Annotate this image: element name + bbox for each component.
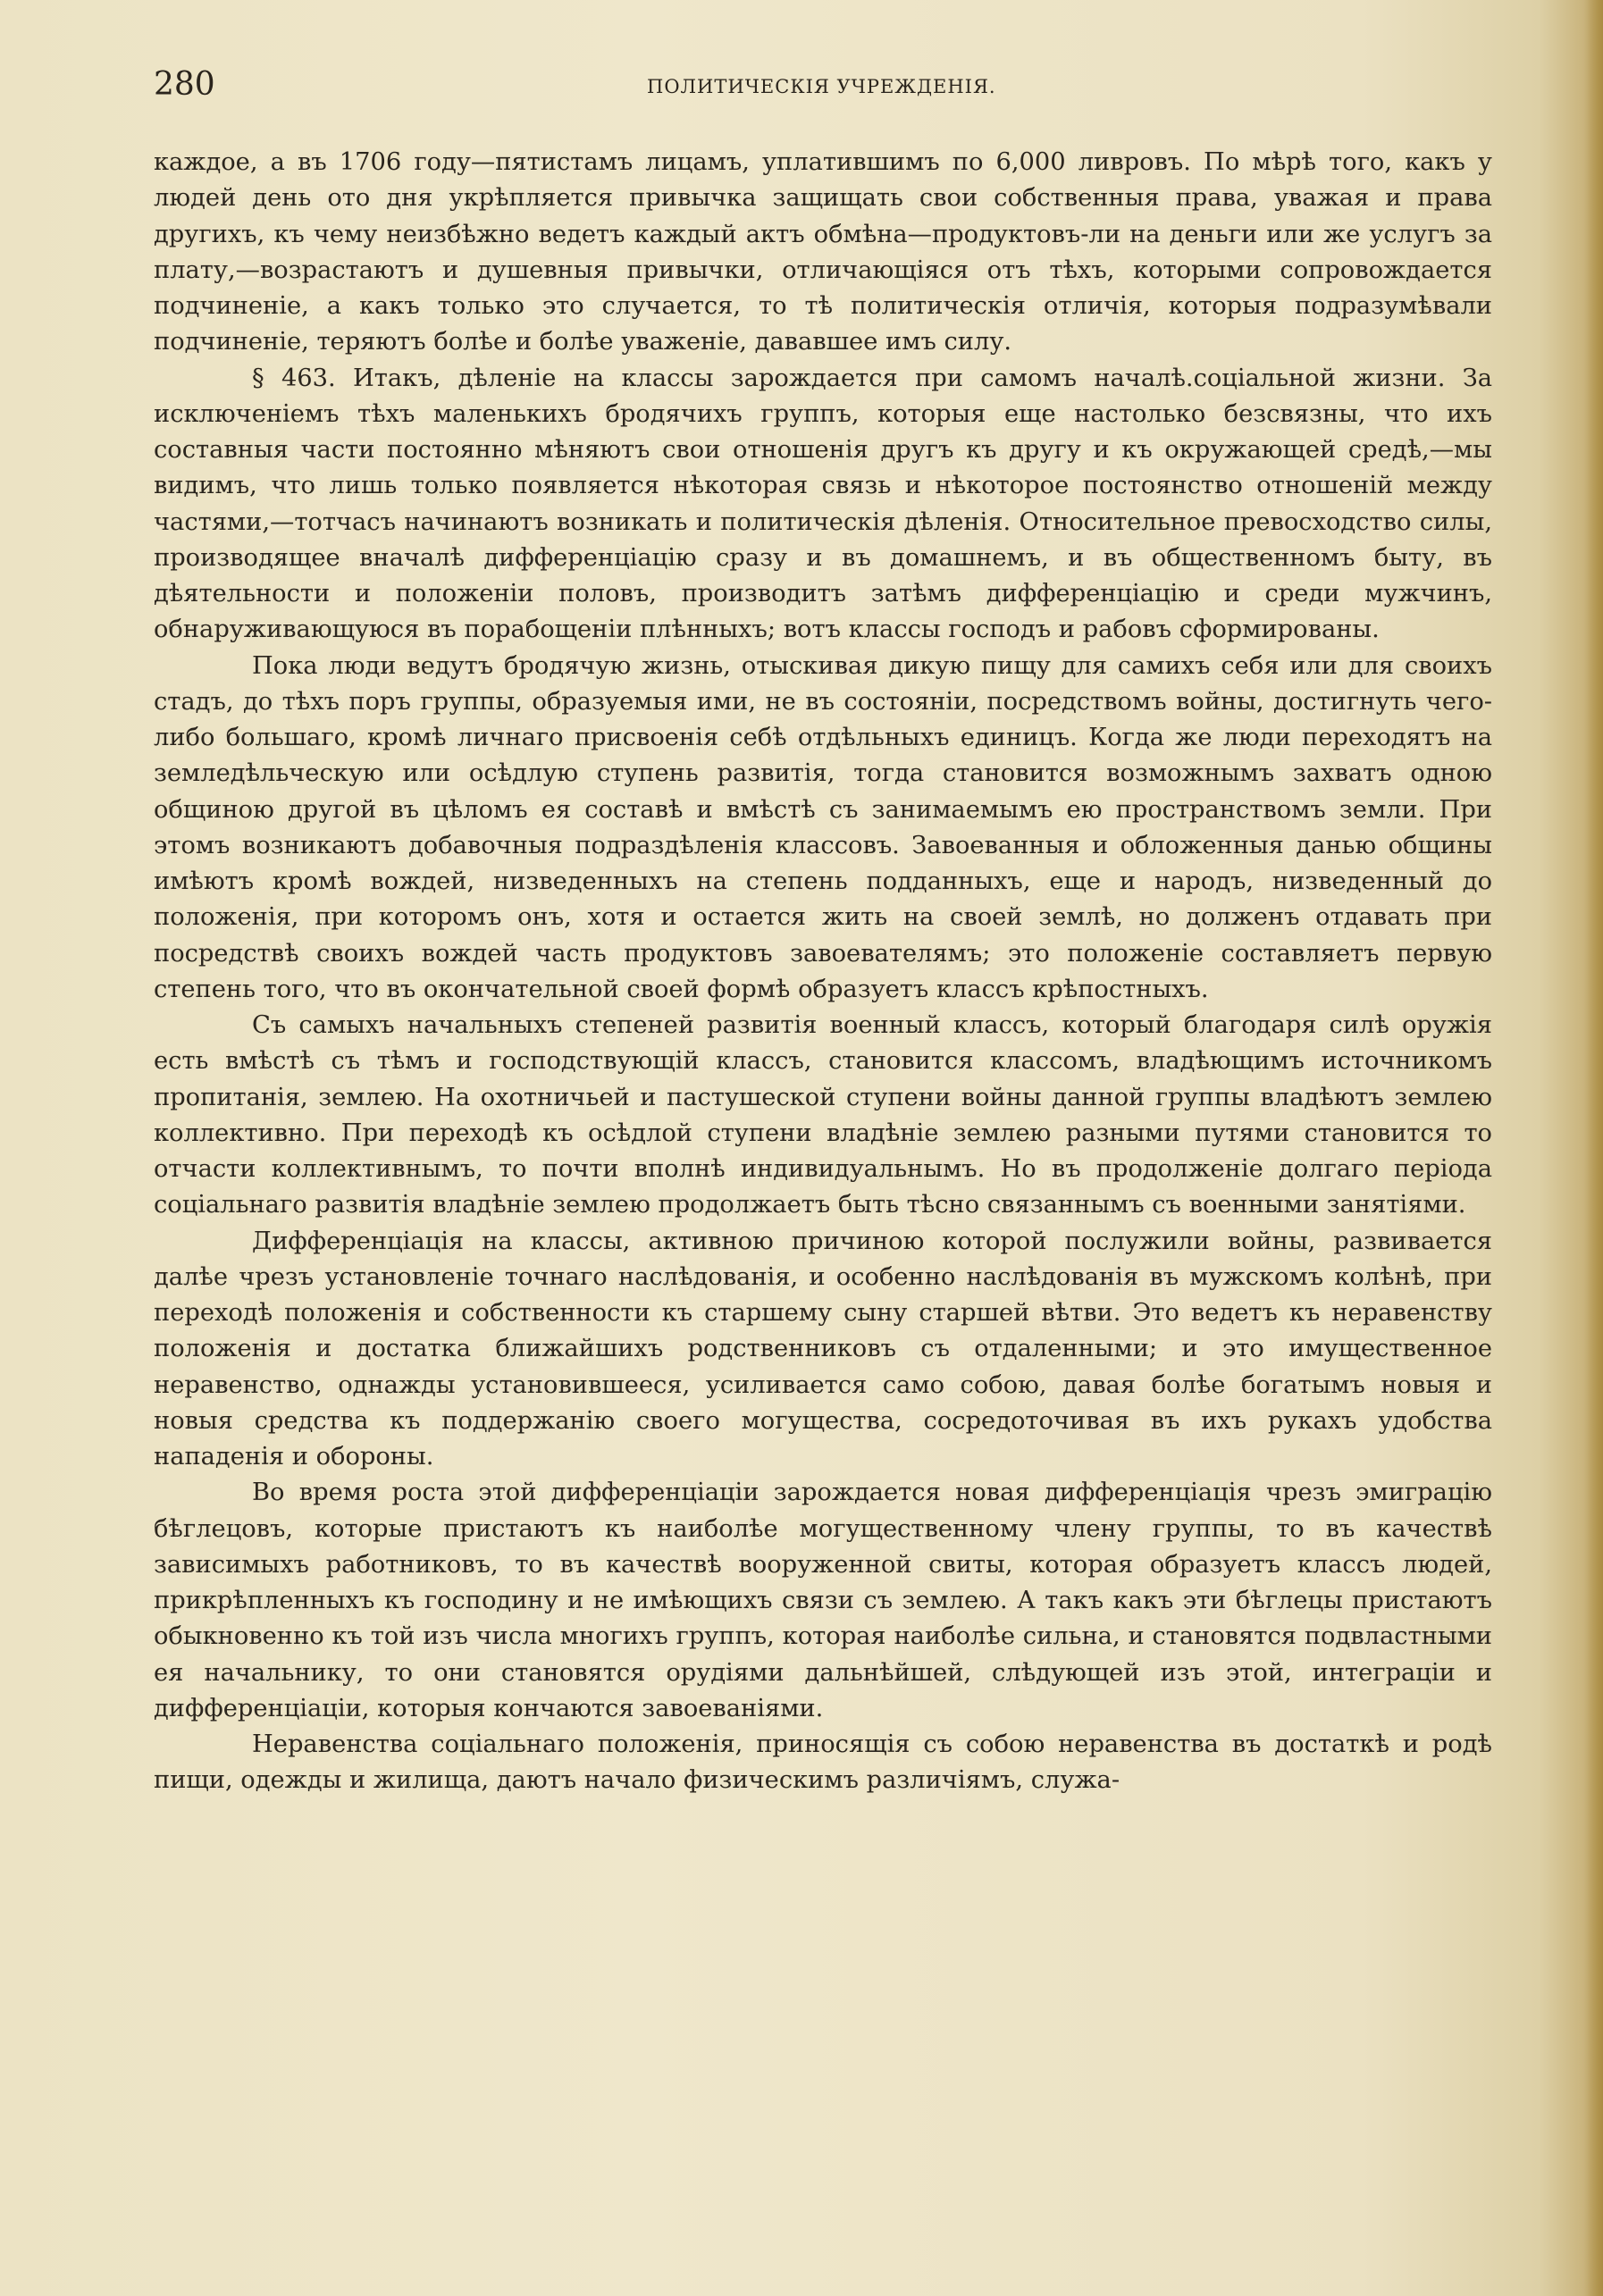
page-number: 280 [154, 66, 215, 103]
paragraph: Дифференціація на классы, активною причиною которой послужили войны, развивается далѣе чрезъ установленіе точнаго наслѣдованія, и особенно наслѣдованія въ мужскомъ колѣнѣ, при переходѣ положенія и собственности къ старшему сыну старшей вѣтви. Это ведетъ къ неравенству положенія и достатка ближайшихъ родственниковъ съ отдаленными; и это имущественное неравенство, однажды установившееся, усиливается само собою, давая болѣе богатымъ новыя и новыя средства къ поддержанію своего могущества, сосредоточивая въ ихъ рукахъ удобства нападенія и обороны. [154, 1227, 1492, 1471]
paragraph: Во время роста этой дифференціаціи зарождается новая дифференціація чрезъ эмиграцію бѣглецовъ, которые пристаютъ къ наиболѣе могущественному члену группы, то въ качествѣ зависимыхъ работниковъ, то въ качествѣ вооруженной свиты, которая образуетъ классъ людей, прикрѣпленныхъ къ господину и не имѣющихъ связи съ землею. А такъ какъ эти бѣглецы пристаютъ обыкновенно къ той изъ числа многихъ группъ, которая наиболѣе сильна, и становятся подвластными ея начальнику, то они становятся орудіями дальнѣйшей, слѣдующей изъ этой, интеграціи и дифференціаціи, которыя кончаются завоеваніями. [154, 1479, 1492, 1722]
paragraph: § 463. Итакъ, дѣленіе на классы зарождается при самомъ началѣ.соціальной жизни. За исключеніемъ тѣхъ маленькихъ бродячихъ группъ, которыя еще настолько безсвязны, что ихъ составныя части постоянно мѣняютъ свои отношенія другъ къ другу и къ окружающей средѣ,—мы видимъ, что лишь только появляется нѣкоторая связь и нѣкоторое постоянство отношеній между частями,—тотчасъ начинаютъ возникать и политическія дѣленія. Относительное превосходство силы, производящее вначалѣ дифференціацію сразу и въ домашнемъ, и въ общественномъ быту, въ дѣятельности и положеніи половъ, производитъ затѣмъ дифференціацію и среди мужчинъ, обнаруживающуюся въ порабощеніи плѣнныхъ; вотъ классы господъ и рабовъ сформированы. [154, 364, 1492, 644]
body-text [154, 145, 1492, 1799]
page-header [154, 63, 1476, 116]
paragraph: Пока люди ведутъ бродячую жизнь, отыскивая дикую пищу для самихъ себя или для своихъ стадъ, до тѣхъ поръ группы, образуемыя ими, не въ состояніи, посредствомъ войны, достигнуть чего-либо большаго, кромѣ личнаго присвоенія себѣ отдѣльныхъ единицъ. Когда же люди переходятъ на земледѣльческую или осѣдлую ступень развитія, тогда становится возможнымъ захватъ одною общиною другой въ цѣломъ ея составѣ и вмѣстѣ съ занимаемымъ ею пространствомъ земли. При этомъ возникаютъ добавочныя подраздѣленія классовъ. Завоеванныя и обложенныя данью общины имѣютъ кромѣ вождей, низведенныхъ на степень подданныхъ, еще и народъ, низведенный до положенія, при которомъ онъ, хотя и остается жить на своей землѣ, но долженъ отдавать при посредствѣ своихъ вождей часть продуктовъ завоевателямъ; это положеніе составляетъ первую степень того, что въ окончательной своей формѣ образуетъ классъ крѣпостныхъ. [154, 651, 1492, 1003]
paragraph: Съ самыхъ начальныхъ степеней развитія военный классъ, который благодаря силѣ оружія есть вмѣстѣ съ тѣмъ и господствующій классъ, становится классомъ, владѣющимъ источникомъ пропитанія, землею. На охотничьей и пастушеской ступени войны данной группы владѣютъ землею коллективно. При переходѣ къ осѣдлой ступени владѣніе землею разными путями становится то отчасти коллективнымъ, то почти вполнѣ индивидуальнымъ. Но въ продолженіе долгаго періода соціальнаго развитія владѣніе землею продолжаетъ быть тѣсно связаннымъ съ военными занятіями. [154, 1011, 1492, 1219]
running-head: ПОЛИТИЧЕСКІЯ УЧРЕЖДЕНІЯ. [647, 76, 996, 97]
paragraph: каждое, а въ 1706 году—пятистамъ лицамъ, уплатившимъ по 6,000 ливровъ. По мѣрѣ того, какъ у людей день ото дня укрѣпляется привычка защищать свои собственныя права, уважая и права другихъ, къ чему неизбѣжно ведетъ каждый актъ обмѣна—продуктовъ-ли на деньги или же услугъ за плату,—возрастаютъ и душевныя привычки, отличающіяся отъ тѣхъ, которыми сопровождается подчиненіе, а какъ только это случается, то тѣ политическія отличія, которыя подразумѣвали подчиненіе, теряютъ болѣе и болѣе уваженіе, дававшее имъ силу. [154, 148, 1492, 356]
page-edge [1583, 0, 1603, 2296]
paragraph: Неравенства соціальнаго положенія, приносящія съ собою неравенства въ достаткѣ и родѣ пищи, одежды и жилища, даютъ начало физическимъ различіямъ, служа- [154, 1730, 1492, 1795]
